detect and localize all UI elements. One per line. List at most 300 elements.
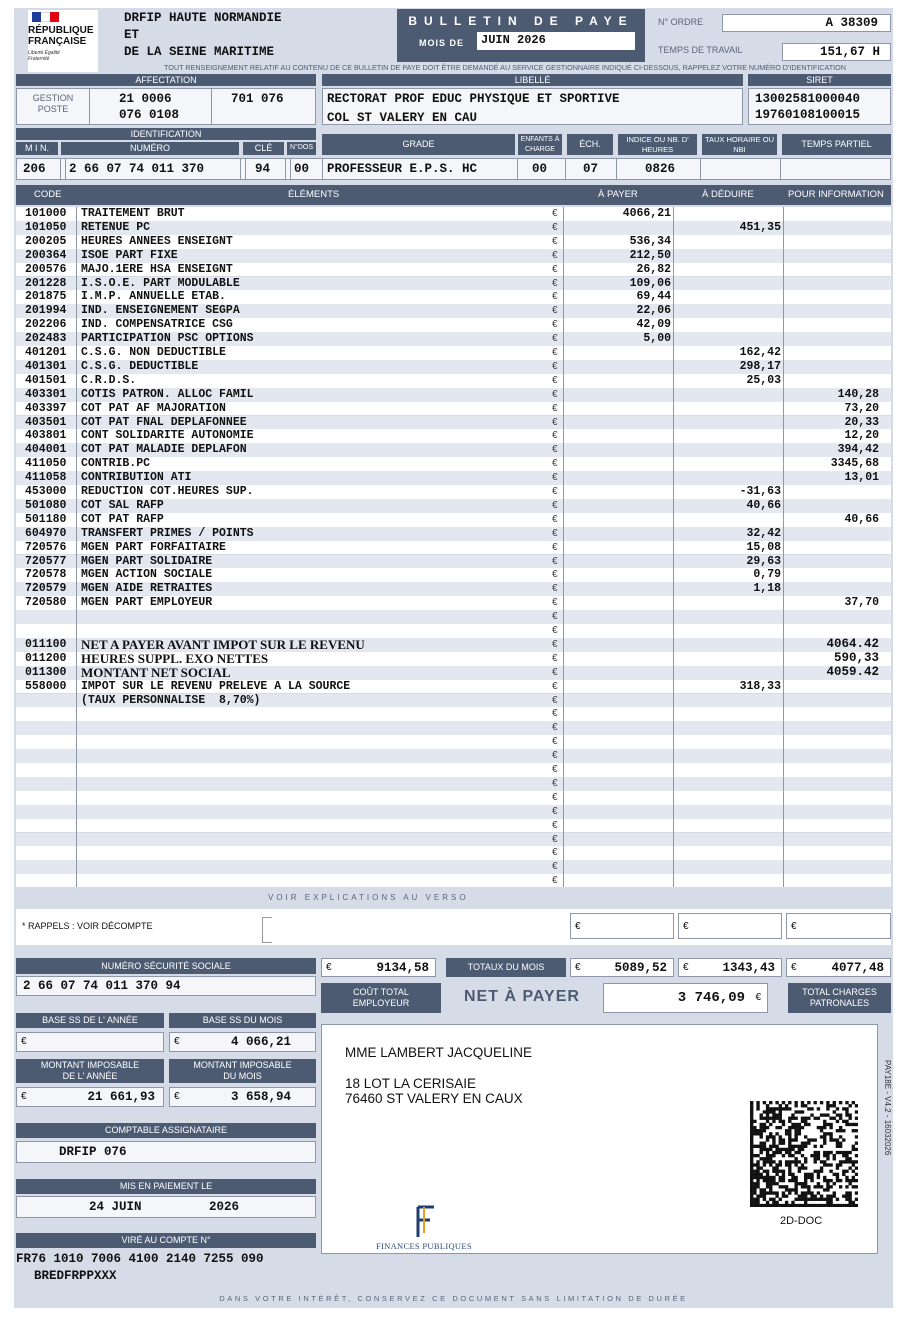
table-row	[16, 624, 891, 638]
row-label: COT PAT RAFP	[81, 512, 164, 526]
row-currency: €	[552, 625, 558, 636]
row-code: 604970	[25, 526, 67, 540]
table-row	[16, 610, 891, 624]
row-deduire: 162,42	[739, 346, 781, 359]
total-payer: 5089,52	[614, 961, 667, 975]
row-deduire: 1,18	[753, 582, 781, 596]
row-label: C.S.G. DEDUCTIBLE	[81, 359, 199, 373]
table-row	[16, 527, 891, 541]
row-label: COT SAL RAFP	[81, 498, 164, 512]
total-deduire-box: € 1343,43	[678, 958, 782, 977]
row-info: 40,66	[844, 512, 879, 526]
org-line1: DRFIP HAUTE NORMANDIE	[124, 11, 282, 25]
table-row	[16, 805, 891, 819]
row-code: 202483	[25, 332, 67, 346]
paiement-box	[16, 1196, 316, 1218]
row-payer: 42,09	[636, 318, 671, 332]
temps-label: TEMPS DE TRAVAIL	[658, 45, 743, 55]
col-deduire: À DÉDUIRE	[702, 189, 754, 200]
footer-text: DANS VOTRE INTÉRÊT, CONSERVEZ CE DOCUMENT SANS LIMITATION DE DURÉE	[219, 1294, 688, 1303]
row-label: HEURES ANNEES ENSEIGNT	[81, 234, 233, 248]
row-currency: €	[552, 388, 558, 400]
imposable-annee-label: MONTANT IMPOSABLE DE L' ANNÉE	[16, 1059, 164, 1083]
row-currency: €	[552, 875, 558, 887]
row-label: TRANSFERT PRIMES / POINTS	[81, 526, 254, 540]
row-deduire: -31,63	[739, 485, 781, 498]
table-row	[16, 346, 891, 360]
row-payer: 69,44	[636, 290, 671, 304]
cle-value: 94	[255, 162, 271, 176]
table-row	[16, 457, 891, 471]
row-label: REDUCTION COT.HEURES SUP.	[81, 485, 254, 498]
temps-partiel-header: TEMPS PARTIEL	[782, 134, 891, 155]
row-label: IND. COMPENSATRICE CSG	[81, 318, 233, 332]
row-currency: €	[552, 764, 558, 775]
table-row	[16, 694, 891, 708]
row-payer: 22,06	[636, 304, 671, 318]
table-row	[16, 666, 891, 680]
paiement-label: MIS EN PAIEMENT LE	[16, 1179, 316, 1194]
imposable-mois-box: € 3 658,94	[169, 1087, 316, 1107]
secu-value: 2 66 07 74 011 370 94	[16, 976, 316, 996]
row-info: 13,01	[844, 471, 879, 485]
imposable-mois-label: MONTANT IMPOSABLE DU MOIS	[169, 1059, 316, 1083]
row-deduire: 15,08	[746, 540, 781, 554]
row-label: HEURES SUPPL. EXO NETTES	[81, 650, 269, 666]
enfants-value: 00	[532, 162, 548, 176]
rf-line2: FRANÇAISE	[28, 36, 87, 47]
ech-header: ÉCH.	[567, 134, 613, 155]
row-code: 401301	[25, 359, 67, 373]
paiement-year: 2026	[209, 1200, 240, 1214]
row-code: 403301	[25, 387, 67, 401]
datamatrix-code	[750, 1101, 858, 1207]
row-label: IMPOT SUR LE REVENU PRELEVE A LA SOURCE	[81, 679, 351, 693]
table-row	[16, 791, 891, 805]
org-line2: ET	[124, 28, 140, 42]
comptable-label: COMPTABLE ASSIGNATAIRE	[16, 1123, 316, 1138]
siret-line2: 19760108100015	[755, 108, 861, 122]
row-label: MGEN PART FORFAITAIRE	[81, 540, 226, 554]
gestion-label: GESTION POSTE	[32, 93, 74, 114]
row-currency: €	[552, 402, 558, 414]
siret-line1: 13002581000040	[755, 92, 861, 106]
row-currency: €	[552, 416, 558, 428]
numero-header: NUMÉRO	[61, 142, 239, 155]
row-currency: €	[552, 722, 558, 734]
row-currency: €	[552, 333, 558, 345]
rf-line1: RÉPUBLIQUE	[28, 25, 94, 36]
row-info: 3345,68	[830, 457, 879, 471]
table-row	[16, 596, 891, 610]
ordre-label: N° ORDRE	[658, 17, 704, 27]
cle-header: CLÉ	[243, 142, 284, 155]
row-code: 202206	[25, 318, 67, 332]
table-row	[16, 402, 891, 416]
row-currency: €	[552, 472, 558, 484]
address-panel	[321, 1024, 878, 1254]
row-info: 4064.42	[826, 636, 879, 651]
row-currency: €	[552, 527, 558, 539]
table-row	[16, 485, 891, 499]
bulletin-title: BULLETIN DE PAYE	[408, 14, 634, 28]
table-row	[16, 499, 891, 513]
side-code: PAY18E - V4.2 - 16032026	[883, 1060, 892, 1156]
row-currency: €	[552, 458, 558, 470]
libelle-line2: COL ST VALERY EN CAU	[327, 111, 478, 125]
table-row	[16, 707, 891, 721]
row-label: COTIS PATRON. ALLOC FAMIL	[81, 387, 254, 401]
table-row	[16, 221, 891, 235]
ordre-value: A 38309	[722, 14, 891, 32]
mois-label: MOIS DE	[419, 38, 465, 48]
row-code: 501080	[25, 498, 67, 512]
row-info: 12,20	[844, 429, 879, 443]
row-label: ISOE PART FIXE	[81, 248, 178, 262]
table-row	[16, 304, 891, 318]
row-currency: €	[552, 805, 558, 817]
table-row	[16, 652, 891, 666]
table-row	[16, 360, 891, 374]
row-code: 101050	[25, 220, 67, 234]
row-code: 411050	[25, 457, 67, 471]
base-annee-box: €	[16, 1032, 164, 1052]
finances-publiques-label: FINANCES PUBLIQUES	[376, 1241, 472, 1251]
net-payer-box: 3 746,09 €	[603, 983, 768, 1013]
row-label: MONTANT NET SOCIAL	[81, 664, 231, 680]
row-currency: €	[552, 583, 558, 595]
row-payer: 26,82	[636, 262, 671, 276]
row-label: CONT SOLIDARITE AUTONOMIE	[81, 429, 254, 443]
comptable-value: DRFIP 076	[16, 1141, 316, 1163]
row-deduire: 0,79	[753, 568, 781, 582]
enfants-header: ENFANTS À CHARGE	[518, 134, 562, 155]
row-payer: 212,50	[629, 248, 671, 262]
table-row	[16, 749, 891, 763]
row-code: 011300	[25, 665, 67, 679]
row-currency: €	[552, 555, 558, 567]
row-currency: €	[552, 569, 558, 581]
base-mois-box: € 4 066,21	[169, 1032, 316, 1052]
rappels-row	[16, 909, 891, 945]
row-currency: €	[552, 347, 558, 358]
title-block	[397, 9, 645, 62]
table-row	[16, 388, 891, 402]
siret-header: SIRET	[748, 74, 891, 86]
table-row	[16, 555, 891, 569]
libelle-line1: RECTORAT PROF EDUC PHYSIQUE ET SPORTIVE	[327, 92, 620, 106]
total-charges-box: € 4077,48	[786, 958, 891, 977]
col-info: POUR INFORMATION	[788, 189, 884, 200]
row-code: 453000	[25, 485, 67, 498]
org-line3: DE LA SEINE MARITIME	[124, 45, 275, 59]
imposable-mois-value: 3 658,94	[230, 1090, 291, 1104]
row-deduire: 318,33	[739, 679, 781, 693]
row-label: MGEN ACTION SOCIALE	[81, 568, 213, 582]
row-payer: 5,00	[643, 332, 671, 346]
datamatrix-icon	[750, 1101, 858, 1207]
row-info: 20,33	[844, 415, 879, 429]
compte-label: VIRÉ AU COMPTE N°	[16, 1233, 316, 1248]
row-label: MGEN AIDE RETRAITES	[81, 582, 213, 596]
row-currency: €	[552, 833, 558, 845]
row-info: 73,20	[844, 401, 879, 415]
row-code: 401501	[25, 373, 67, 387]
row-code: 011100	[25, 637, 67, 651]
row-currency: €	[552, 861, 558, 873]
row-label: I.M.P. ANNUELLE ETAB.	[81, 290, 226, 304]
row-label: CONTRIBUTION ATI	[81, 471, 192, 485]
row-currency: €	[552, 666, 558, 678]
table-row	[16, 721, 891, 735]
row-currency: €	[552, 319, 558, 331]
row-code: 501180	[25, 512, 67, 526]
row-label: MGEN PART SOLIDAIRE	[81, 554, 213, 568]
row-currency: €	[552, 305, 558, 317]
affectation-box	[16, 88, 316, 125]
row-info: 140,28	[837, 387, 879, 401]
row-code: 720580	[25, 596, 67, 610]
row-currency: €	[552, 235, 558, 247]
row-code: 720576	[25, 540, 67, 554]
row-label: IND. ENSEIGNEMENT SEGPA	[81, 304, 240, 318]
total-charges-label: TOTAL CHARGES PATRONALES	[788, 983, 891, 1013]
table-row	[16, 638, 891, 652]
imposable-annee-box: € 21 661,93	[16, 1087, 164, 1107]
row-currency: €	[552, 638, 558, 650]
row-currency: €	[552, 444, 558, 456]
rappels-deduire: €	[678, 913, 782, 939]
row-code: 200205	[25, 234, 67, 248]
row-label: TRAITEMENT BRUT	[81, 207, 185, 220]
affectation-code1: 21 0006	[119, 92, 172, 106]
table-row	[16, 290, 891, 304]
row-currency: €	[552, 249, 558, 261]
row-code: 201994	[25, 304, 67, 318]
row-label: COT PAT AF MAJORATION	[81, 401, 226, 415]
paiement-day: 24 JUIN	[89, 1200, 142, 1214]
row-deduire: 298,17	[739, 359, 781, 373]
row-code: 403397	[25, 401, 67, 415]
recipient-name: MME LAMBERT JACQUELINE	[345, 1045, 533, 1060]
row-info: 590,33	[833, 650, 879, 665]
row-currency: €	[552, 750, 558, 762]
table-row	[16, 207, 891, 221]
rappels-label: * RAPPELS : VOIR DÉCOMPTE	[22, 921, 153, 931]
base-mois-label: BASE SS DU MOIS	[169, 1013, 316, 1028]
row-payer: 536,34	[629, 234, 671, 248]
identification-header: IDENTIFICATION	[16, 128, 316, 140]
table-row	[16, 680, 891, 694]
table-row	[16, 819, 891, 833]
temps-value: 151,67 H	[782, 43, 891, 61]
table-row	[16, 471, 891, 485]
table-row	[16, 833, 891, 847]
total-charges: 4077,48	[831, 961, 884, 975]
row-label: RETENUE PC	[81, 220, 151, 234]
row-code: 404001	[25, 443, 67, 457]
min-header: M I N.	[16, 142, 58, 155]
row-currency: €	[552, 277, 558, 289]
verso-band	[16, 887, 891, 909]
col-code: CODE	[34, 189, 62, 200]
address-line1: 18 LOT LA CERISAIE	[345, 1076, 477, 1091]
row-info: 37,70	[844, 596, 879, 610]
cout-total-value-box: € 9134,58	[321, 958, 436, 977]
row-currency: €	[552, 208, 558, 219]
compte-bic: BREDFRPPXXX	[34, 1269, 117, 1283]
row-label: C.R.D.S.	[81, 373, 137, 387]
row-info: 4059.42	[826, 664, 879, 679]
row-code: 201875	[25, 290, 67, 304]
row-label: PARTICIPATION PSC OPTIONS	[81, 332, 254, 346]
row-deduire: 25,03	[746, 373, 781, 387]
cout-total-label: COÛT TOTAL EMPLOYEUR	[321, 983, 441, 1013]
indice-header: INDICE OU NB. D' HEURES	[618, 134, 697, 155]
row-label: COT PAT MALADIE DEPLAFON	[81, 443, 247, 457]
net-payer-value: 3 746,09	[677, 990, 745, 1006]
table-row	[16, 582, 891, 596]
min-value: 206	[23, 162, 46, 176]
libelle-box	[322, 88, 743, 125]
secu-header: NUMÉRO SÉCURITÉ SOCIALE	[16, 958, 316, 974]
ech-value: 07	[583, 162, 599, 176]
grade-value: PROFESSEUR E.P.S. HC	[327, 162, 478, 176]
table-row	[16, 318, 891, 332]
siret-box	[748, 88, 891, 125]
table-row	[16, 374, 891, 388]
table-row	[16, 443, 891, 457]
table-row	[16, 277, 891, 291]
table-row	[16, 568, 891, 582]
indice-value: 0826	[645, 162, 676, 176]
totaux-label: TOTAUX DU MOIS	[446, 958, 566, 977]
affectation-header: AFFECTATION	[16, 74, 316, 86]
doc-label: 2D-DOC	[780, 1215, 823, 1227]
row-currency: €	[552, 221, 558, 233]
table-row	[16, 429, 891, 443]
rf-motto: Liberté Égalité Fraternité	[28, 50, 60, 62]
row-label: CONTRIB.PC	[81, 457, 151, 471]
col-payer: À PAYER	[598, 189, 638, 200]
table-row	[16, 541, 891, 555]
verso-text: VOIR EXPLICATIONS AU VERSO	[268, 893, 469, 902]
notice: TOUT RENSEIGNEMENT RELATIF AU CONTENU DE CE BULLETIN DE PAYE DOIT ÊTRE DEMANDÉ AU SERVICE GESTIONNAIRE INDIQUÉ CI-DESSOUS, RAPPELEZ VOTRE NUMÉRO D'IDENTIFICATION	[164, 63, 846, 72]
row-deduire: 40,66	[746, 498, 781, 512]
affectation-code2: 076 0108	[119, 108, 180, 122]
row-code: 720579	[25, 582, 67, 596]
row-code: 558000	[25, 679, 67, 693]
col-elements: ÉLÉMENTS	[288, 189, 340, 200]
row-code: 411058	[25, 471, 67, 485]
compte-iban: FR76 1010 7006 4100 2140 7255 090	[16, 1252, 264, 1266]
row-currency: €	[552, 736, 558, 748]
total-deduire: 1343,43	[722, 961, 775, 975]
row-currency: €	[552, 597, 558, 609]
rappels-info: €	[786, 913, 891, 939]
row-code: 011200	[25, 651, 67, 665]
row-currency: €	[552, 652, 558, 664]
row-currency: €	[552, 374, 558, 386]
flag-icon	[32, 12, 59, 22]
row-code: 200364	[25, 248, 67, 262]
row-code: 403801	[25, 429, 67, 443]
row-currency: €	[552, 708, 558, 720]
row-code: 401201	[25, 346, 67, 359]
table-row	[16, 777, 891, 791]
affectation-code3: 701 076	[231, 92, 284, 106]
row-label: I.S.O.E. PART MODULABLE	[81, 276, 240, 290]
ndos-header: N°DOS	[287, 142, 316, 155]
table-row	[16, 763, 891, 777]
row-currency: €	[552, 263, 558, 275]
table-row	[16, 513, 891, 527]
base-mois-value: 4 066,21	[230, 1035, 291, 1049]
row-currency: €	[552, 791, 558, 803]
row-label: MAJO.1ERE HSA ENSEIGNT	[81, 262, 233, 276]
row-label: MGEN PART EMPLOYEUR	[81, 596, 213, 610]
row-currency: €	[552, 694, 558, 706]
row-payer: 109,06	[629, 276, 671, 290]
row-currency: €	[552, 513, 558, 525]
total-payer-box: € 5089,52	[570, 958, 674, 977]
net-payer-label: NET À PAYER	[464, 988, 580, 1005]
row-info: 394,42	[837, 443, 879, 457]
table-row	[16, 860, 891, 874]
libelle-header: LIBELLÉ	[322, 74, 743, 86]
table-row	[16, 846, 891, 860]
row-deduire: 32,42	[746, 526, 781, 540]
cout-total-value: 9134,58	[376, 961, 429, 975]
imposable-annee-value: 21 661,93	[87, 1090, 155, 1104]
table-row	[16, 249, 891, 263]
table-row	[16, 735, 891, 749]
row-code: 720578	[25, 568, 67, 582]
row-code: 201228	[25, 276, 67, 290]
row-currency: €	[552, 777, 558, 789]
address-line2: 76460 ST VALERY EN CAUX	[345, 1091, 523, 1106]
row-code: 200576	[25, 262, 67, 276]
row-code: 403501	[25, 415, 67, 429]
table-header	[16, 185, 891, 205]
finances-publiques-logo-icon	[410, 1203, 440, 1239]
taux-header: TAUX HORAIRE OU NBI	[702, 134, 777, 155]
row-currency: €	[552, 499, 558, 511]
row-currency: €	[552, 680, 558, 692]
row-currency: €	[552, 847, 558, 859]
row-label: COT PAT FNAL DEPLAFONNEE	[81, 415, 247, 429]
row-label: (TAUX PERSONNALISE 8,70%)	[81, 693, 261, 707]
row-currency: €	[552, 360, 558, 372]
base-annee-label: BASE SS DE L' ANNÉE	[16, 1013, 164, 1028]
grade-header: GRADE	[322, 134, 515, 155]
republique-logo	[28, 10, 98, 72]
table-row	[16, 874, 891, 888]
rappels-payer: €	[570, 913, 674, 939]
row-currency: €	[552, 541, 558, 553]
table-row	[16, 416, 891, 430]
table-row	[16, 332, 891, 346]
row-code: 101000	[25, 207, 67, 220]
row-label: NET A PAYER AVANT IMPOT SUR LE REVENU	[81, 636, 365, 652]
row-deduire: 29,63	[746, 554, 781, 568]
row-deduire: 451,35	[739, 220, 781, 234]
numero-value: 2 66 07 74 011 370	[69, 162, 205, 176]
row-currency: €	[552, 430, 558, 442]
table-row	[16, 263, 891, 277]
ndos-value: 00	[294, 162, 310, 176]
row-currency: €	[552, 486, 558, 497]
